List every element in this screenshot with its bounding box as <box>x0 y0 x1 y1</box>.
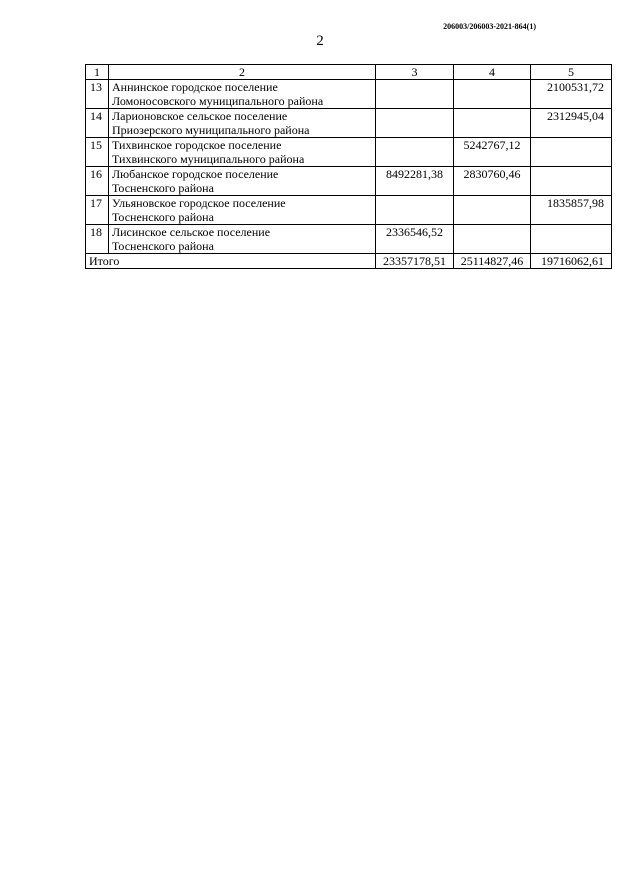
table-row <box>86 109 612 138</box>
cell-col5: 1835857,98 <box>531 196 612 225</box>
settlement-name-line1: Ульяновское городское поселение <box>112 196 286 210</box>
settlement-name-line1: Ларионовское сельское поселение <box>112 109 288 123</box>
cell-col4 <box>454 196 531 225</box>
row-number: 17 <box>86 196 109 225</box>
page-number: 2 <box>316 33 324 49</box>
settlement-name-line2: Приозерского муниципального района <box>112 123 310 137</box>
settlement-name-line2: Тосненского района <box>112 210 214 224</box>
total-col4: 25114827,46 <box>454 254 531 269</box>
settlement-name <box>109 196 376 225</box>
row-number: 13 <box>86 80 109 109</box>
column-header-4: 4 <box>454 65 531 80</box>
settlement-name <box>109 138 376 167</box>
settlement-name <box>109 225 376 254</box>
settlement-name-line2: Ломоносовского муниципального района <box>112 94 324 108</box>
table-row <box>86 196 612 225</box>
table-header-row <box>86 65 612 80</box>
cell-col3 <box>376 138 454 167</box>
cell-col4 <box>454 225 531 254</box>
cell-col4 <box>454 109 531 138</box>
document-id: 206003/206003-2021-864(1) <box>443 22 536 31</box>
cell-col3: 2336546,52 <box>376 225 454 254</box>
settlement-name-line2: Тихвинского муниципального района <box>112 152 305 166</box>
table-row <box>86 167 612 196</box>
column-header-5: 5 <box>531 65 612 80</box>
settlement-name-line2: Тосненского района <box>112 181 214 195</box>
table-row <box>86 80 612 109</box>
settlement-name <box>109 80 376 109</box>
cell-col5: 2100531,72 <box>531 80 612 109</box>
cell-col4: 2830760,46 <box>454 167 531 196</box>
cell-col3: 8492281,38 <box>376 167 454 196</box>
settlement-name <box>109 109 376 138</box>
settlement-name <box>109 167 376 196</box>
table-row <box>86 138 612 167</box>
total-row <box>86 254 612 269</box>
cell-col4: 5242767,12 <box>454 138 531 167</box>
settlement-name-line1: Аннинское городское поселение <box>112 80 278 94</box>
column-header-3: 3 <box>376 65 454 80</box>
cell-col5 <box>531 225 612 254</box>
settlement-name-line2: Тосненского района <box>112 239 214 253</box>
row-number: 14 <box>86 109 109 138</box>
cell-col5: 2312945,04 <box>531 109 612 138</box>
cell-col5 <box>531 167 612 196</box>
cell-col4 <box>454 80 531 109</box>
total-col5: 19716062,61 <box>531 254 612 269</box>
total-col3: 23357178,51 <box>376 254 454 269</box>
cell-col3 <box>376 196 454 225</box>
total-label: Итого <box>86 254 376 269</box>
column-header-2: 2 <box>109 65 376 80</box>
cell-col5 <box>531 138 612 167</box>
cell-col3 <box>376 109 454 138</box>
row-number: 15 <box>86 138 109 167</box>
cell-col3 <box>376 80 454 109</box>
column-header-1: 1 <box>86 65 109 80</box>
row-number: 16 <box>86 167 109 196</box>
settlement-name-line1: Любанское городское поселение <box>112 167 279 181</box>
row-number: 18 <box>86 225 109 254</box>
distribution-table <box>85 64 612 269</box>
settlement-name-line1: Лисинское сельское поселение <box>112 225 271 239</box>
settlement-name-line1: Тихвинское городское поселение <box>112 138 282 152</box>
table-row <box>86 225 612 254</box>
